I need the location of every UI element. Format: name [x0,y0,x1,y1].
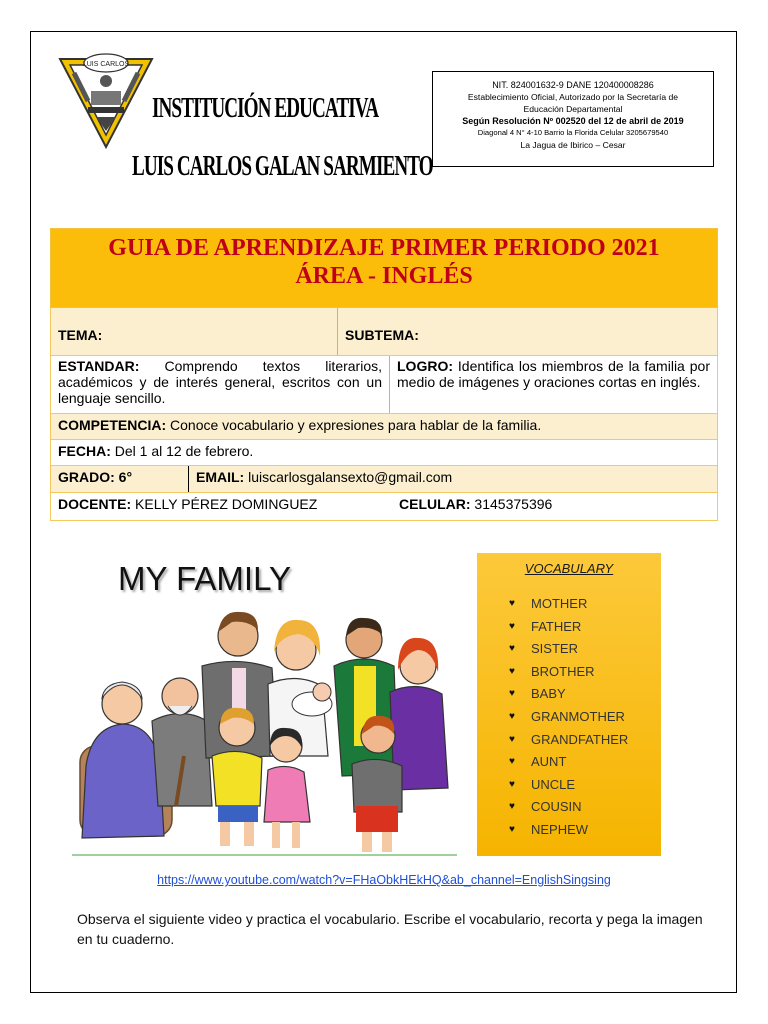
competencia-row [50,414,718,440]
heart-bullet-icon: ♥ [509,620,515,632]
seal-text-top: LUIS CARLOS [82,61,130,68]
family-illustration [72,606,457,858]
institution-info-box [432,71,714,167]
email-label: EMAIL: [196,469,245,485]
vocab-word: UNCLE [531,776,576,792]
tema-row [50,308,718,356]
learning-guide-table [50,228,718,521]
vocab-item [509,638,661,661]
logro-text: Identifica los miembros de la familia por medio de imágenes y oraciones cortas en inglés. [397,358,710,390]
estandar-cell [51,356,389,413]
heart-bullet-icon: ♥ [509,710,515,722]
fecha-row [50,440,718,466]
docente-row [50,493,718,521]
info-resolution: Según Resolución Nº 002520 del 12 de abril de 2019 [462,116,684,126]
estandar-text: Comprendo textos literarios, académicos y de interés general, escritos con un lenguaje sencillo. [58,358,382,406]
estandar-label: ESTANDAR: [58,358,140,374]
youtube-video-link[interactable]: https://www.youtube.com/watch?v=FHaObkHEkHQ&ab_channel=EnglishSingsing [157,873,611,887]
celular-text: 3145375396 [470,496,553,512]
vocab-item [509,661,661,684]
info-city: La Jagua de Ibirico – Cesar [520,140,626,150]
vocab-word: FATHER [531,618,582,634]
competencia-label: COMPETENCIA: [58,417,167,433]
vocab-word: BROTHER [531,663,595,679]
grado-email-row [50,466,718,493]
vocab-item [509,616,661,639]
vocab-word: COUSIN [531,799,582,815]
celular-label: CELULAR: [399,496,471,512]
vocab-word: BABY [531,686,566,702]
estandar-logro-row [50,356,718,414]
heart-bullet-icon: ♥ [509,665,515,677]
vocab-word: GRANDFATHER [531,731,629,747]
vocab-word: GRANMOTHER [531,708,625,724]
vocab-item [509,706,661,729]
vocab-word: MOTHER [531,596,588,611]
heart-bullet-icon: ♥ [509,756,515,768]
my-family-title: MY FAMILY [118,560,291,597]
vocab-word: NEPHEW [531,821,589,837]
tema-label: TEMA: [58,327,103,343]
grado-label: GRADO: 6° [58,469,133,485]
institution-name-line2: LUIS CARLOS GALAN SARMIENTO [132,150,433,182]
fecha-text: Del 1 al 12 de febrero. [110,443,254,459]
vocab-item [509,729,661,752]
info-address: Diagonal 4 N° 4-10 Barrio la Florida Celular 3205679540 [477,128,669,137]
docente-label: DOCENTE: [58,496,132,512]
email-text: luiscarlosgalansexto@gmail.com [244,469,453,485]
vocabulary-panel [477,553,661,856]
vocab-word: SISTER [531,641,578,657]
guide-title-line1: GUIA DE APRENDIZAJE PRIMER PERIODO 2021 [108,235,660,261]
vocabulary-title: VOCABULARY [524,561,614,576]
guide-title [50,228,718,308]
vocab-item [509,819,661,842]
heart-bullet-icon: ♥ [509,801,515,813]
docente-text: KELLY PÉREZ DOMINGUEZ [131,496,318,512]
info-authorization: Establecimiento Oficial, Autorizado por la Secretaría de [467,92,679,102]
heart-bullet-icon: ♥ [509,823,515,835]
info-nit-dane: NIT. 824001632-9 DANE 120400008286 [492,80,654,90]
school-seal-logo [58,47,154,151]
heart-bullet-icon: ♥ [509,733,515,745]
guide-title-line2: ÁREA - INGLÉS [295,263,473,289]
info-authorization-2: Educación Departamental [523,104,623,114]
logro-label: LOGRO: [397,358,453,374]
fecha-label: FECHA: [58,443,111,459]
vocab-item [509,774,661,797]
subtema-label: SUBTEMA: [345,327,419,343]
vocabulary-list [477,593,661,842]
vocab-item [509,796,661,819]
instructions-text: Observa el siguiente video y practica el vocabulario. Escribe el vocabulario, recorta y pega la imagen en tu cuaderno. [77,911,703,947]
heart-bullet-icon: ♥ [509,688,515,700]
vocab-word: AUNT [531,754,567,770]
logro-cell [389,356,717,413]
vocab-item [509,593,661,616]
institution-name-line1: INSTITUCIÓN EDUCATIVA [152,92,379,124]
heart-bullet-icon: ♥ [509,778,515,790]
competencia-text: Conoce vocabulario y expresiones para hablar de la familia. [166,417,542,433]
heart-bullet-icon: ♥ [509,598,515,609]
vocab-item [509,751,661,774]
heart-bullet-icon: ♥ [509,643,515,655]
vocab-item [509,683,661,706]
